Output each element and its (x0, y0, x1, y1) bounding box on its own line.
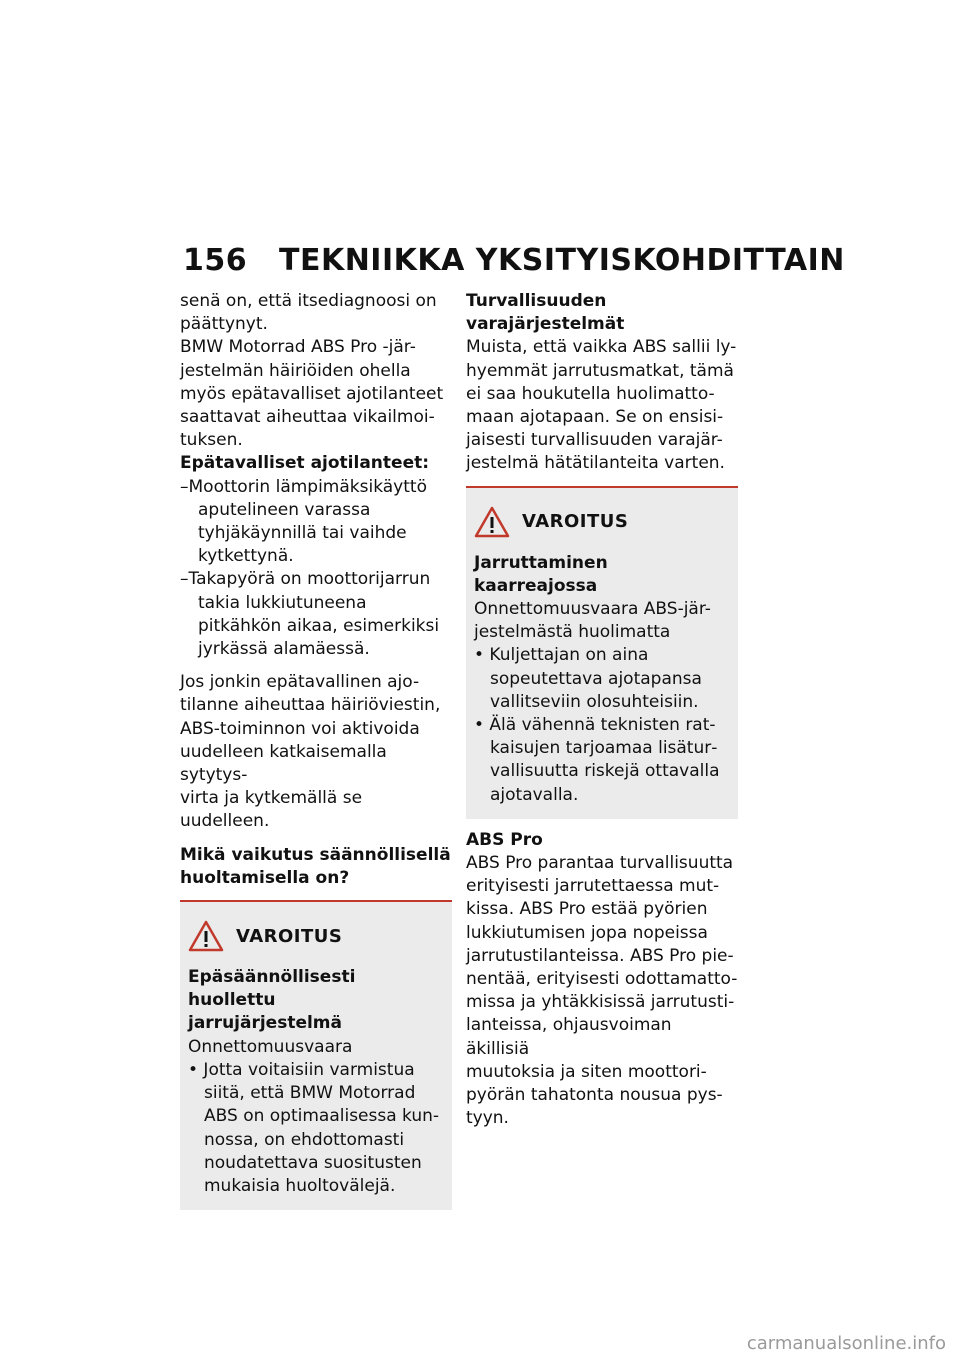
text-line: kissa. ABS Pro estää pyörien (466, 899, 708, 920)
warning-title (188, 920, 444, 952)
abs-pro-heading: ABS Pro (466, 829, 543, 850)
text-line: Turvallisuuden (466, 291, 607, 311)
warning-box (180, 900, 452, 1210)
text-line: hyemmät jarrutusmatkat, tämä (466, 360, 734, 381)
situations-heading: Epätavalliset ajotilanteet: (180, 453, 430, 474)
maintenance-heading (180, 844, 452, 890)
text-line: uudelleen katkaisemalla sytytys- (180, 741, 387, 786)
warning-box (466, 486, 738, 819)
text-line: jaisesti turvallisuuden varajär- (466, 430, 723, 451)
text-line: jarrutustilanteissa. ABS Pro pie- (466, 945, 734, 966)
text-line: saattavat aiheuttaa vikailmoi- (180, 407, 435, 428)
text-line: senä on, että itsediagnoosi on (180, 291, 437, 311)
page-number: 156 (183, 243, 248, 278)
warning-label: VAROITUS (522, 511, 629, 533)
text-line: huoltamisella on? (180, 867, 350, 888)
text-line: Onnettomuusvaara ABS-jär- (474, 599, 711, 620)
text-line: ABS Pro parantaa turvallisuutta (466, 853, 734, 874)
text-line: Muista, että vaikka ABS sallii ly- (466, 337, 737, 358)
text-line: ei saa houkutella huolimatto- (466, 383, 715, 404)
warning-title (474, 506, 730, 538)
text-line: BMW Motorrad ABS Pro -jär- (180, 337, 416, 358)
left-column (180, 290, 452, 1210)
watermark-link[interactable]: carmanualsonline.info (746, 1333, 946, 1354)
text-line: jarrujärjestelmä (188, 1013, 342, 1034)
text-line: tyyn. (466, 1108, 509, 1129)
text-line: missa ja yhtäkkisissä jarrutusti- (466, 992, 735, 1013)
text-line: jestelmästä huolimatta (474, 622, 671, 643)
text-line: Jos jonkin epätavallinen ajo- (180, 672, 420, 693)
warning-bullets (474, 644, 730, 806)
warning-subtitle: Onnettomuusvaara (188, 1036, 353, 1057)
text-line: maan ajotapaan. Se on ensisi- (466, 407, 724, 428)
text-line: jestelmän häiriöiden ohella (180, 360, 411, 381)
list-item: –Takapyörä on moottorijarrun takia lukkiutuneena pitkähkön aikaa, esimerkiksi jyrkässä alamäessä. (180, 569, 440, 660)
text-line: pyörän tahatonta nousua pys- (466, 1085, 723, 1106)
warning-bullets (188, 1059, 444, 1198)
reserve-heading (466, 290, 738, 336)
abs-pro-description (466, 852, 738, 1130)
warning-triangle-icon (474, 506, 510, 538)
text-line: myös epätavalliset ajotilanteet (180, 383, 444, 404)
text-line: muutoksia ja siten moottori- (466, 1061, 707, 1082)
text-line: lanteissa, ohjausvoiman äkillisiä (466, 1015, 672, 1059)
text-line: jestelmä hätätilanteita varten. (466, 453, 725, 474)
page-header (183, 243, 845, 278)
chapter-title: TEKNIIKKA YKSITYISKOHDITTAIN (279, 243, 845, 278)
text-line: tuksen. (180, 430, 243, 451)
list-item: • Älä vähennä teknisten ratkaisujen tarjoamaa lisäturvallisuutta riskejä ottavalla ajotavalla. (474, 715, 720, 805)
situations-list (180, 476, 452, 662)
text-line: tilanne aiheuttaa häiriöviestin, (180, 695, 441, 716)
list-item: • Jotta voitaisiin varmistua siitä, että BMW Motorrad ABS on optimaalisessa kunnossa, on ehdottomasti noudatettava suositusten mukaisia huoltovälejä. (188, 1059, 440, 1196)
list-item: –Moottorin lämpimäksikäyttö aputelineen varassa tyhjäkäynnillä tai vaihde kytkettynä. (180, 476, 427, 567)
warning-heading: Jarruttaminen kaarreajossa (474, 552, 608, 596)
warning-label: VAROITUS (236, 925, 343, 947)
text-line: Mikä vaikutus säännöllisellä (180, 844, 451, 865)
reset-paragraph (180, 671, 452, 833)
text-line: päättynyt. (180, 314, 268, 335)
text-line: nentää, erityisesti odottamatto- (466, 969, 738, 990)
abs-pro-paragraph (180, 336, 452, 452)
warning-triangle-icon (188, 920, 224, 952)
text-line: virta ja kytkemällä se uudelleen. (180, 788, 363, 832)
text-line: varajärjestelmät (466, 314, 625, 335)
intro-paragraph (180, 290, 452, 336)
text-line: lukkiutumisen jopa nopeissa (466, 922, 708, 943)
list-item: • Kuljettajan on aina sopeutettava ajotapansa vallitseviin olosuhteisiin. (474, 645, 702, 712)
text-line: ABS-toiminnon voi aktivoida (180, 718, 420, 739)
right-column (466, 290, 738, 1131)
text-line: erityisesti jarrutettaessa mut- (466, 876, 720, 897)
text-line: Epäsäännöllisesti huollettu (188, 967, 356, 1011)
reserve-paragraph (466, 336, 738, 475)
